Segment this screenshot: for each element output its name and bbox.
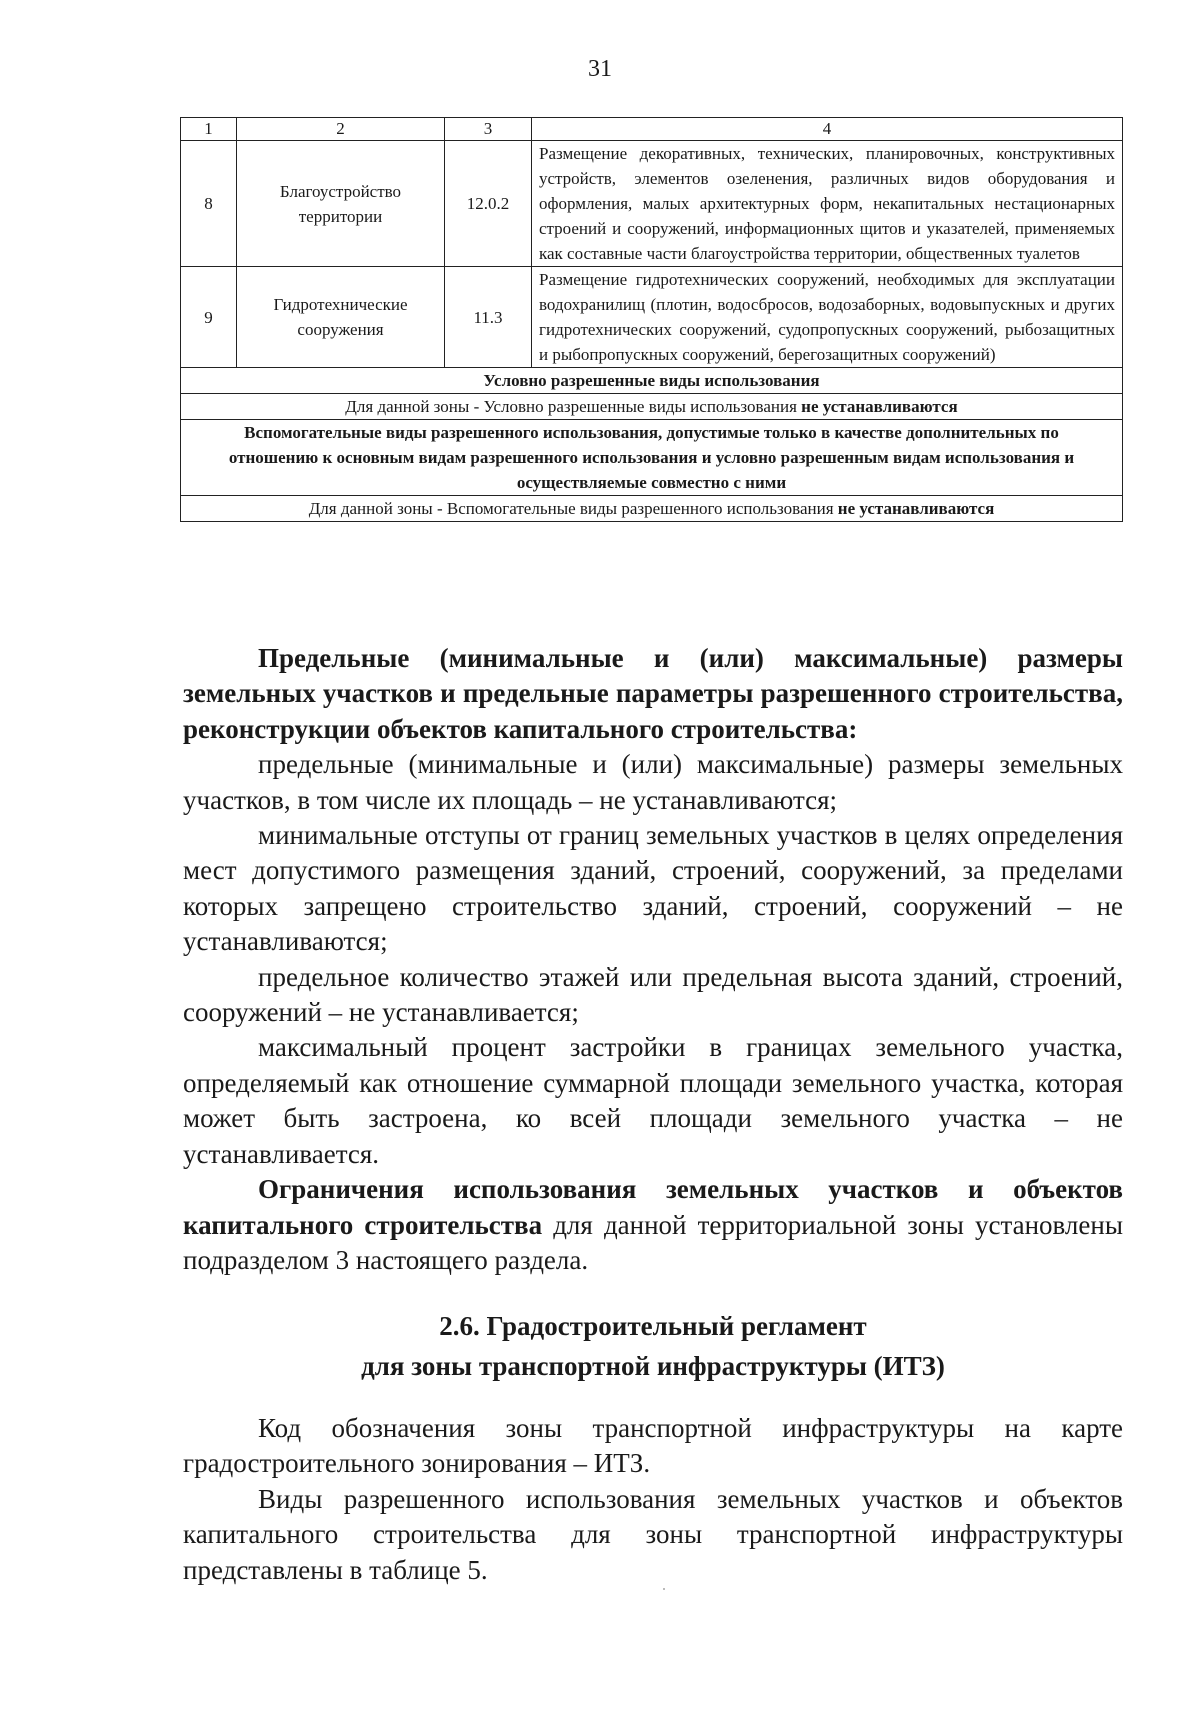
table-header-cell: 2 [237, 118, 445, 141]
auxiliary-uses-bold: не устанавливаются [837, 499, 995, 518]
page-number: 31 [588, 56, 612, 82]
limits-item: предельное количество этажей или предельная высота зданий, строений, сооружений – не устанавливается; [183, 961, 1123, 1028]
table-row [181, 267, 1123, 368]
conditional-uses-note [181, 394, 1123, 420]
restrictions-bold: Ограничения использования земельных участков и объектов капитального строительства [183, 1174, 1123, 1240]
section-title [183, 1306, 1123, 1386]
limits-heading-text: Предельные (минимальные и (или) максимальные) размеры земельных участков и предельные параметры разрешенного строительства, реконструкции объектов капитального строительства: [183, 643, 1123, 744]
scan-speck [663, 1588, 665, 1590]
auxiliary-uses-text: Для данной зоны - Вспомогательные виды разрешенного использования [308, 499, 838, 518]
conditional-uses-heading: Условно разрешенные виды использования [181, 368, 1123, 394]
table-header-cell: 4 [532, 118, 1123, 141]
limits-item: максимальный процент застройки в границах земельного участка, определяемый как отношение суммарной площади земельного участка, которая может быть застроена, ко всей площади земельного участка – не устанавливается. [183, 1032, 1123, 1169]
zone-code-paragraph: Код обозначения зоны транспортной инфраструктуры на карте градостроительного зонирования – ИТЗ. [183, 1413, 1123, 1479]
table-section-row [181, 496, 1123, 522]
use-type-name: Благоустройство территории [237, 141, 445, 267]
table-header-cell: 1 [181, 118, 237, 141]
table-header-cell: 3 [445, 118, 532, 141]
table-section-row [181, 368, 1123, 394]
use-type-code: 11.3 [445, 267, 532, 368]
limits-item: минимальные отступы от границ земельных участков в целях определения мест допустимого размещения зданий, строений, сооружений, за пределами которых запрещено строительство зданий, строений, сооружений – не устанавливаются; [183, 820, 1123, 957]
row-number: 8 [181, 141, 237, 267]
table-section-row [181, 420, 1123, 496]
use-type-description: Размещение декоративных, технических, планировочных, конструктивных устройств, элементов озеленения, различных видов оборудования и оформления, малых архитектурных форм, некапитальных нестационарных строений и сооружений, информационных щитов и указателей, применяемых как составные части благоустройства территории, общественных туалетов [532, 141, 1123, 267]
use-type-description: Размещение гидротехнических сооружений, необходимых для эксплуатации водохранилищ (плотин, водосбросов, водозаборных, водовыпускных и других гидротехнических сооружений, судопропускных сооружений, рыбозащитных и рыбопропускных сооружений, берегозащитных сооружений) [532, 267, 1123, 368]
section-title-line: 2.6. Градостроительный регламент [439, 1311, 867, 1341]
table-section-row [181, 394, 1123, 420]
table-header-row [181, 118, 1123, 141]
limits-section [183, 641, 1123, 1278]
section-body [183, 1411, 1123, 1588]
use-type-name: Гидротехнические сооружения [237, 267, 445, 368]
conditional-uses-text: Для данной зоны - Условно разрешенные виды использования [345, 397, 802, 416]
auxiliary-uses-heading: Вспомогательные виды разрешенного использования, допустимые только в качестве дополнительных по отношению к основным видам разрешенного использования и условно разрешенным видам использования и осуществляемые совместно с ними [181, 420, 1123, 496]
row-number: 9 [181, 267, 237, 368]
section-title-line: для зоны транспортной инфраструктуры (ИТЗ) [361, 1351, 945, 1381]
limits-item: предельные (минимальные и (или) максимальные) размеры земельных участков, в том числе их площадь – не устанавливаются; [183, 749, 1123, 815]
conditional-uses-bold: не устанавливаются [801, 397, 958, 416]
limits-heading [183, 641, 1123, 747]
uses-reference-paragraph: Виды разрешенного использования земельных участков и объектов капитального строительства для зоны транспортной инфраструктуры представлены в таблице 5. [183, 1483, 1123, 1585]
use-type-code: 12.0.2 [445, 141, 532, 267]
auxiliary-uses-note [181, 496, 1123, 522]
land-use-table [180, 117, 1123, 522]
table-row [181, 141, 1123, 267]
restrictions-paragraph [183, 1172, 1123, 1278]
restrictions-text: для данной территориальной зоны установлены подразделом 3 настоящего раздела. [183, 1209, 1123, 1275]
